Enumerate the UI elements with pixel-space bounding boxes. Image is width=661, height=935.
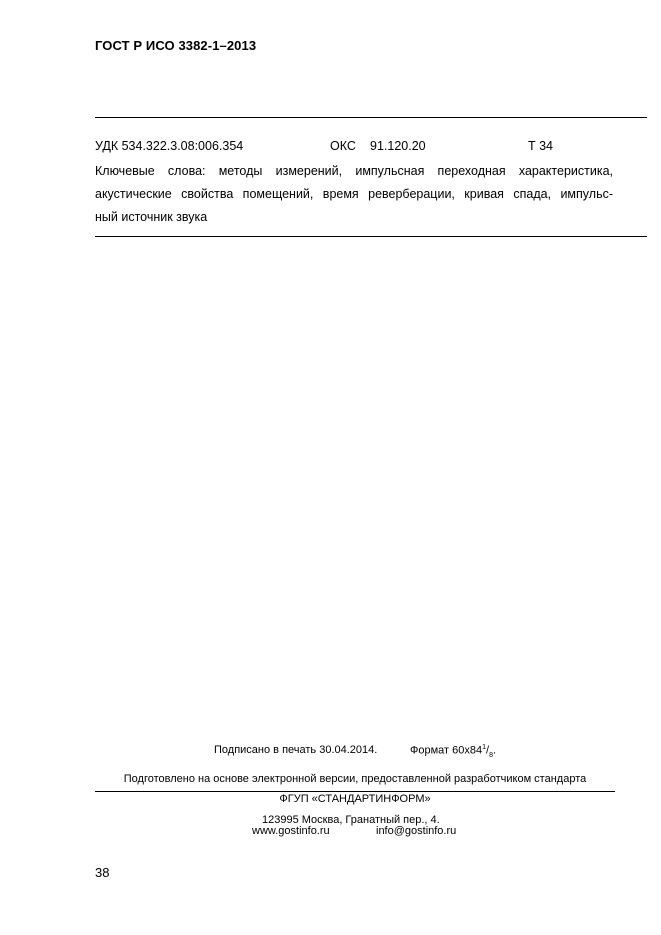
publisher-name: ФГУП «СТАНДАРТИНФОРМ»	[279, 793, 431, 805]
publisher-divider	[95, 791, 615, 792]
keywords-paragraph	[95, 160, 613, 229]
top-divider	[95, 117, 647, 118]
keywords-line: акустические свойства помещений, время реверберации, кривая спада, импульс-	[95, 187, 613, 201]
keywords-line: ный источник звука	[95, 210, 208, 224]
print-format: Формат $60х84^1/_8$.	[410, 744, 497, 759]
t-code: Т 34	[528, 139, 554, 153]
oks-value: 91.120.20	[370, 139, 426, 153]
page-number: 38	[95, 865, 110, 880]
oks-label: ОКС	[330, 139, 356, 153]
keywords-line: Ключевые слова: методы измерений, импульсная переходная характеристика,	[95, 164, 613, 178]
signed-date: Подписано в печать 30.04.2014.	[214, 744, 378, 756]
standard-code-header: ГОСТ Р ИСО 3382-1–2013	[95, 38, 257, 53]
format-fraction-denominator: 8	[489, 751, 493, 759]
publisher-address: 123995 Москва, Гранатный пер., 4.	[262, 814, 440, 826]
keywords-divider	[95, 236, 647, 237]
format-fraction-numerator: 1	[482, 744, 487, 751]
prepared-note: Подготовлено на основе электронной версии, предоставленной разработчиком стандарта	[123, 773, 587, 785]
udk-code: УДК 534.322.3.08:006.354	[95, 139, 244, 153]
publisher-email[interactable]: info@gostinfo.ru	[376, 825, 457, 837]
format-label: Формат 60х84	[410, 744, 483, 757]
format-end: .	[492, 744, 497, 757]
publisher-website[interactable]: www.gostinfo.ru	[252, 825, 330, 837]
